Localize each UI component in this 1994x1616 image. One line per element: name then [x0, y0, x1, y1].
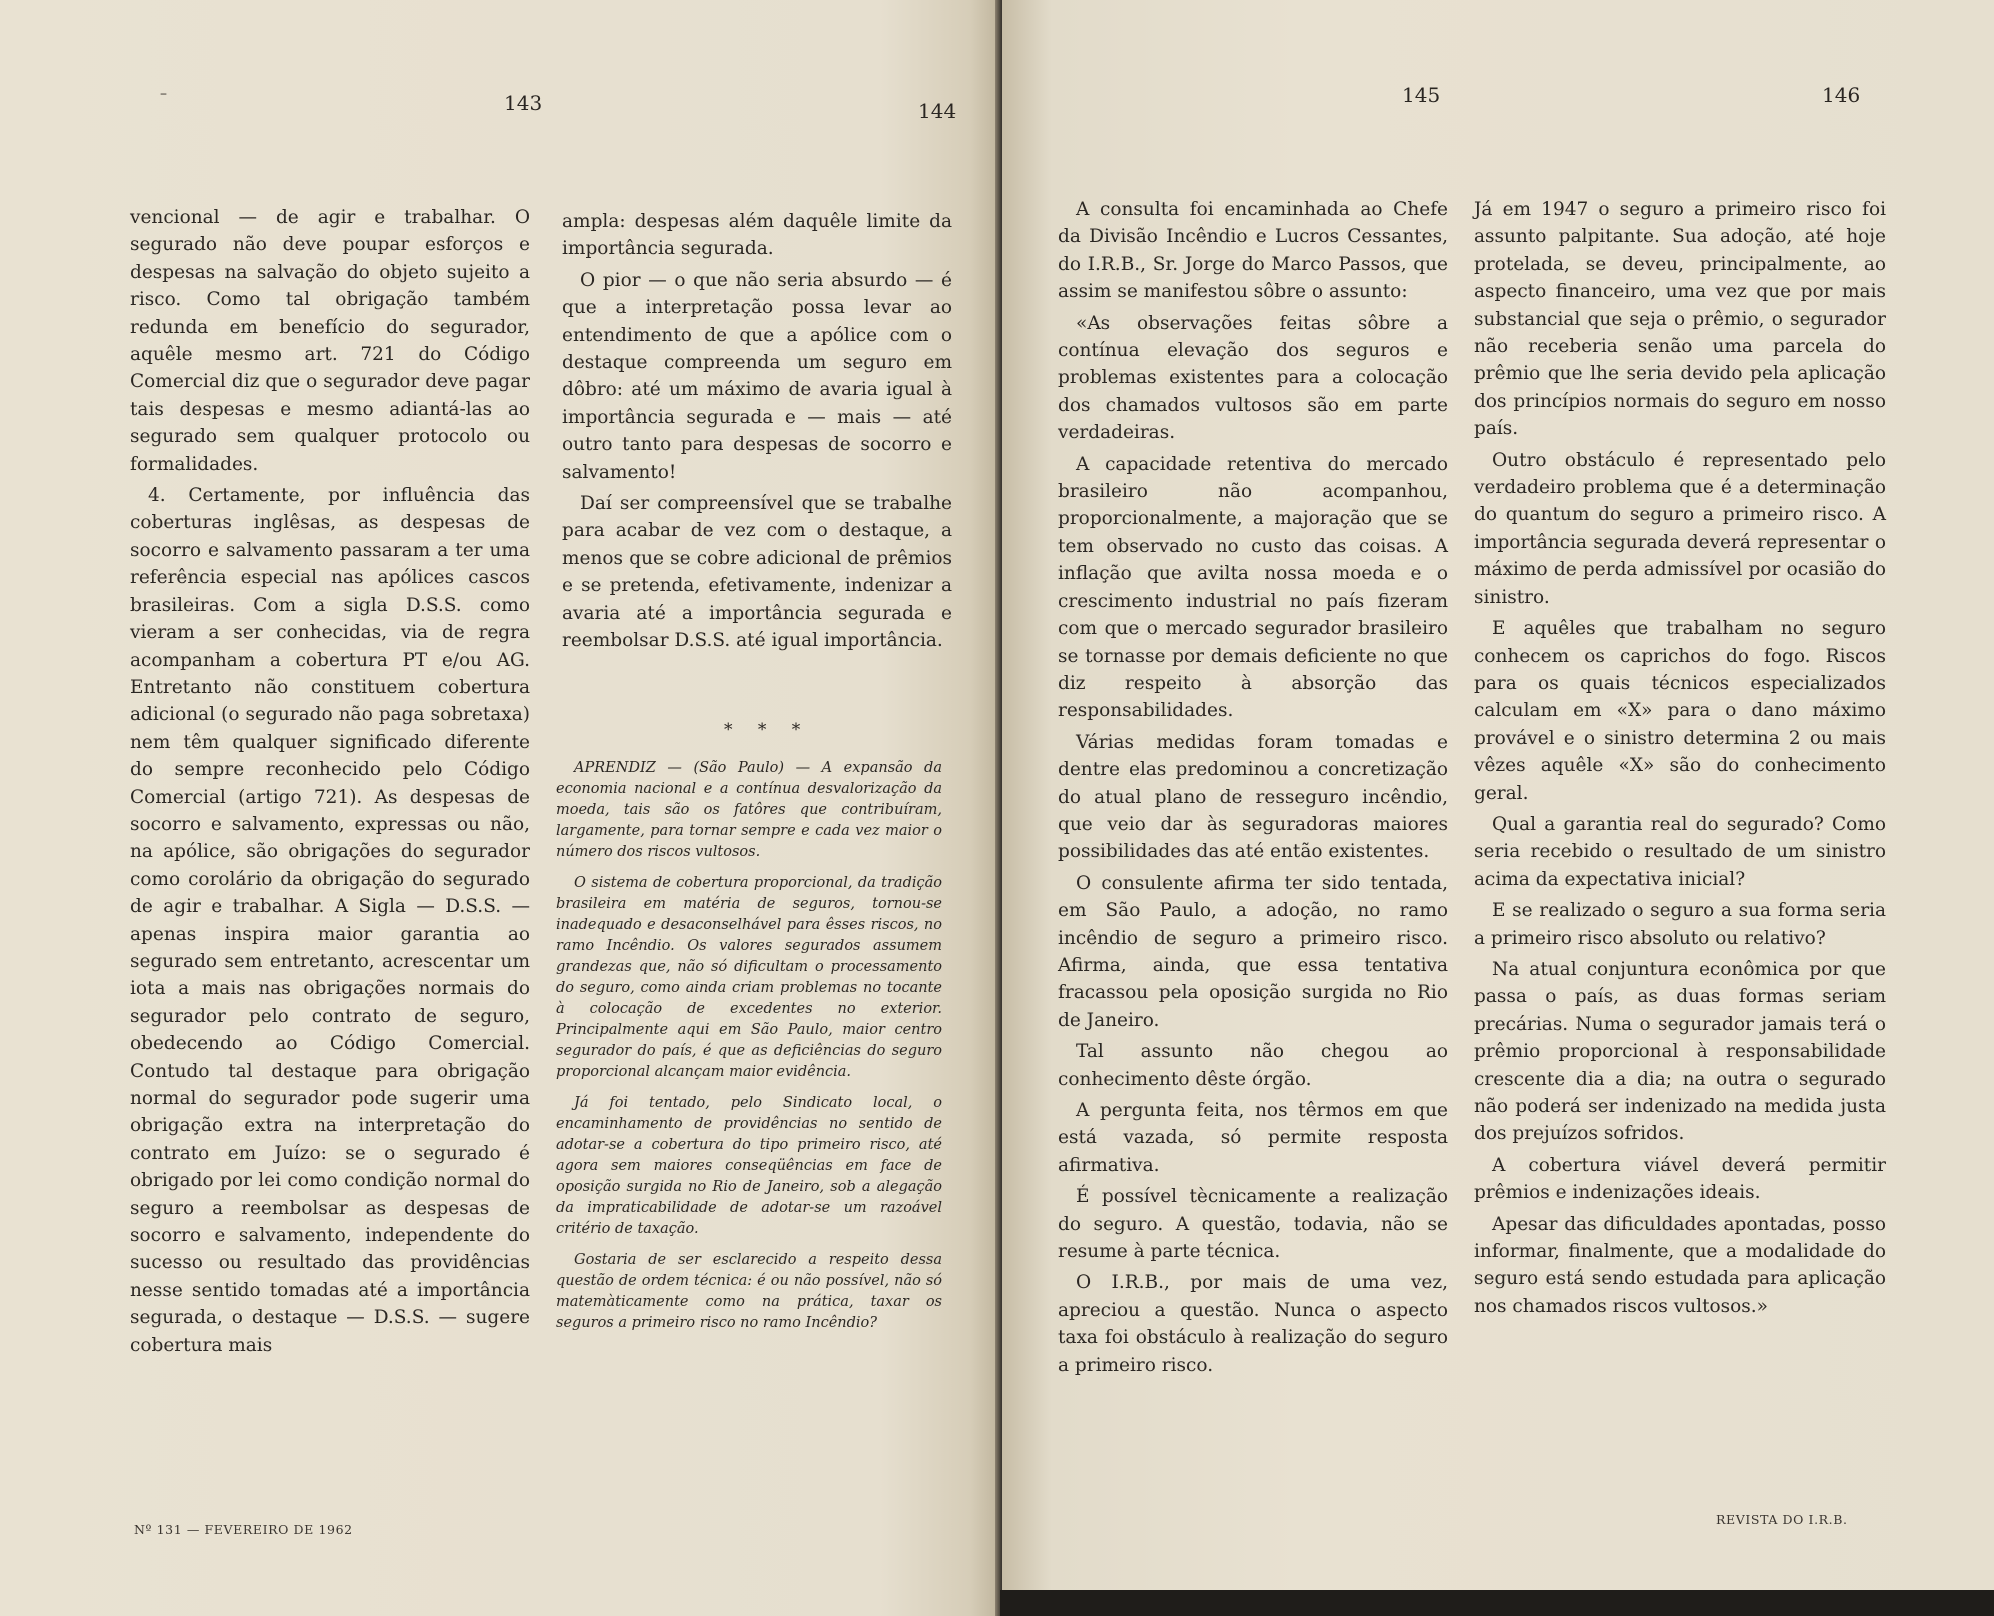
paragraph: «As observações feitas sôbre a contínua elevação dos seguros e problemas existentes para a colocação dos chamados vultosos são em parte verdadeiras. — [1058, 312, 1448, 444]
letter-paragraph: Já foi tentado, pelo Sindicato local, o encaminhamento de providências no sentido de adotar-se a cobertura do tipo primeiro risco, até agora sem maiores conseqüências em face de oposição surgida no Rio de Janeiro, sob a alegação da impraticabilidade de adotar-se um razoável critério de taxação. — [556, 1095, 942, 1237]
paragraph: 4. Certamente, por influência das coberturas inglêsas, as despesas de socorro e salvamento passaram a ter uma referência especial nas apólices cascos brasileiras. Com a sigla D.S.S. como vieram a ser conhecidas, via de regra acompanham a cobertura PT e/ou AG. Entretanto não constituem cobertura adicional (o segurado não paga sobretaxa) nem têm qualquer significado diferente do sempre reconhecido pelo Código Comercial (artigo 721). As despesas de socorro e salvamento, expressas ou não, na apólice, são obrigações do segurador como corolário da obrigação do segurado de agir e trabalhar. A Sigla — D.S.S. — apenas inspira maior garantia ao segurado sem entretanto, acrescentar um iota a mais nas obrigações normais do segurador pelo contrato de seguro, obedecendo ao Código Comercial. Contudo tal destaque para obrigação normal do segurador pode sugerir uma obrigação extra na interpretação do contrato em Juízo: se o segurado é obrigado por lei como condição normal do seguro a reembolsar as despesas de socorro e salvamento, independente do sucesso ou resultado das providências nesse sentido tomadas até a importância segurada, o destaque — D.S.S. — sugere cobertura mais — [130, 485, 530, 1356]
paragraph: Na atual conjuntura econômica por que passa o país, as duas formas seriam precárias. Numa o segurador jamais terá o prêmio proporcional à responsabilidade crescente dia a dia; na outra o segurado não poderá ser indenizado na medida justa dos prejuízos sofridos. — [1474, 958, 1886, 1145]
paragraph: O pior — o que não seria absurdo — é que a interpretação possa levar ao entendimento de que a apólice com o destaque compreenda um seguro em dôbro: até um máximo de avaria igual à importância segurada e — mais — até outro tanto para despesas de socorro e salvamento! — [562, 269, 952, 483]
paragraph: Outro obstáculo é representado pelo verdadeiro problema que é a determinação do quantum do seguro a primeiro risco. A importância segurada deverá representar o máximo de perda admissível por ocasião do sinistro. — [1474, 449, 1886, 608]
section-separator: * * * — [724, 720, 811, 740]
footer-journal: REVISTA DO I.R.B. — [1716, 1512, 1848, 1527]
letter-paragraph: O sistema de cobertura proporcional, da tradição brasileira em matéria de seguros, tornou-se inadequado e desaconselhável para êsses riscos, no ramo Incêndio. Os valores segurados assumem grandezas que, não só dificultam o processamento do seguro, como ainda criam problemas no tocante à colocação de excedentes no exterior. Principalmente aqui em São Paulo, maior centro segurador do país, é que as deficiências do seguro proporcional alcançam maior evidência. — [556, 875, 942, 1080]
page-number-146: 146 — [1822, 83, 1861, 107]
paragraph: A consulta foi encaminhada ao Chefe da Divisão Incêndio e Lucros Cessantes, do I.R.B., Sr. Jorge do Marco Passos, que assim se manifestou sôbre o assunto: — [1058, 199, 1448, 303]
paragraph: É possível tècnicamente a realização do seguro. A questão, todavia, não se resume à parte técnica. — [1058, 1186, 1448, 1263]
paragraph: ampla: despesas além daquêle limite da importância segurada. — [562, 211, 952, 260]
column-143 — [130, 204, 530, 1359]
paragraph: A cobertura viável deverá permitir prêmios e indenizações ideais. — [1474, 1154, 1886, 1204]
paragraph: Apesar das dificuldades apontadas, posso informar, finalmente, que a modalidade do seguro está sendo estudada para aplicação nos chamados riscos vultosos.» — [1474, 1213, 1886, 1317]
page-number-145: 145 — [1402, 83, 1441, 107]
paragraph: A pergunta feita, nos têrmos em que está vazada, só permite resposta afirmativa. — [1058, 1100, 1448, 1176]
paragraph: Daí ser compreensível que se trabalhe para acabar de vez com o destaque, a menos que se cobre adicional de prêmios e se pretenda, efetivamente, indenizar a avaria até a importância segurada e reembolsar D.S.S. até igual importância. — [562, 493, 952, 652]
paragraph: O consulente afirma ter sido tentada, em São Paulo, a adoção, no ramo incêndio de seguro a primeiro risco. Afirma, ainda, que essa tentativa fracassou pela oposição surgida no Rio de Janeiro. — [1058, 872, 1448, 1031]
paragraph: Várias medidas foram tomadas e dentre elas predominou a concretização do atual plano de resseguro incêndio, que veio dar às seguradoras maiores possibilidades das até então existentes. — [1058, 731, 1448, 863]
paragraph: Qual a garantia real do segurado? Como seria recebido o resultado de um sinistro acima da expectativa inicial? — [1474, 813, 1886, 890]
letter-paragraph: APRENDIZ — (São Paulo) — A expansão da economia nacional e a contínua desvalorização da moeda, tais são os fatôres que contribuíram, largamente, para tornar sempre e cada vez maior o número dos riscos vultosos. — [556, 760, 942, 860]
column-145 — [1058, 196, 1448, 1379]
paragraph: Já em 1947 o seguro a primeiro risco foi assunto palpitante. Sua adoção, até hoje protelada, se deveu, principalmente, ao aspecto financeiro, uma vez que por mais substancial que seja o prêmio, o segurador não receberia senão uma parcela do prêmio que lhe seria devido pela aplicação dos princípios normais do seguro em nosso país. — [1474, 199, 1886, 440]
page-number-144: 144 — [918, 99, 957, 123]
bottom-edge-shadow — [1000, 1590, 1994, 1616]
ink-mark: – — [160, 86, 167, 102]
paragraph: Tal assunto não chegou ao conhecimento dêste órgão. — [1058, 1041, 1448, 1090]
footer-issue: Nº 131 — FEVEREIRO DE 1962 — [134, 1522, 353, 1537]
paragraph: vencional — de agir e trabalhar. O segurado não deve poupar esforços e despesas na salvação do objeto sujeito a risco. Como tal obrigação também redunda em benefício do segurador, aquêle mesmo art. 721 do Código Comercial diz que o segurador deve pagar tais despesas e mesmo adiantá-las ao segurado sem qualquer protocolo ou formalidades. — [130, 207, 530, 475]
paragraph: E se realizado o seguro a sua forma seria a primeiro risco absoluto ou relativo? — [1474, 900, 1886, 949]
right-page — [1002, 0, 1994, 1616]
paragraph: E aquêles que trabalham no seguro conhecem os caprichos do fogo. Riscos para os quais técnicos especializados calculam em «X» para o dano máximo provável e o sinistro determina 2 ou mais vêzes aquêle «X» são do conhecimento geral. — [1474, 618, 1886, 804]
letter-paragraph: Gostaria de ser esclarecido a respeito dessa questão de ordem técnica: é ou não possível, não só matemàticamente como na prática, taxar os seguros a primeiro risco no ramo Incêndio? — [556, 1252, 942, 1331]
column-144 — [562, 208, 952, 655]
page-number-143: 143 — [504, 91, 543, 115]
paragraph: O I.R.B., por mais de uma vez, apreciou a questão. Nunca o aspecto taxa foi obstáculo à realização do seguro a primeiro risco. — [1058, 1272, 1448, 1376]
paragraph: A capacidade retentiva do mercado brasileiro não acompanhou, proporcionalmente, a majoração que se tem observado no custo das coisas. A inflação que avilta nossa moeda e o crescimento industrial no país fizeram com que o mercado segurador brasileiro se tornasse por demais deficiente no que diz respeito à absorção das responsabilidades. — [1058, 453, 1448, 722]
reader-letter — [556, 758, 942, 1344]
column-146 — [1474, 196, 1886, 1320]
